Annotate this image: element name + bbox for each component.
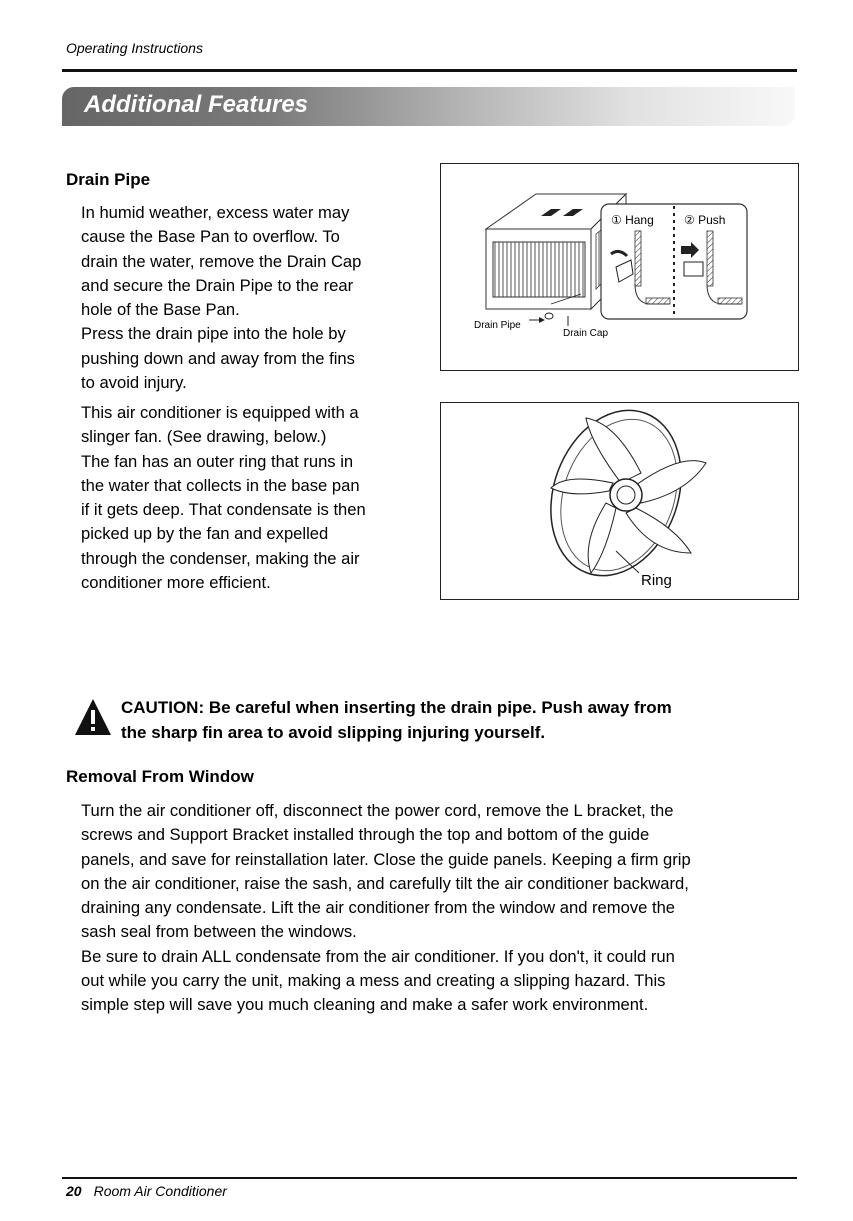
page-number: 20: [66, 1183, 82, 1199]
text-line: drain the water, remove the Drain Cap: [81, 251, 362, 271]
text-line: slinger fan. (See drawing, below.): [81, 427, 327, 447]
text-line: This air conditioner is equipped with a: [81, 403, 359, 422]
text-line: panels, and save for reinstallation later. Close the guide panels. Keeping a firm grip: [81, 849, 691, 869]
drain-pipe-paragraph-1: [81, 201, 361, 395]
footer-rule: [62, 1177, 797, 1179]
drain-pipe-figure: [440, 163, 799, 371]
text-line: cause the Base Pan to overflow. To: [81, 227, 340, 247]
text-line: through the condenser, making the air: [81, 548, 360, 568]
step-hang-label: ① Hang: [611, 213, 654, 227]
text-line: simple step will save you much cleaning and make a safer work environment.: [81, 995, 649, 1015]
caution-line: CAUTION: Be careful when inserting the drain pipe. Push away from: [121, 698, 672, 717]
text-line: sash seal from between the windows.: [81, 922, 357, 942]
text-line: on the air conditioner, raise the sash, and carefully tilt the air conditioner backward,: [81, 873, 689, 893]
text-line: Turn the air conditioner off, disconnect the power cord, remove the L bracket, the: [81, 801, 674, 820]
header-title: Operating Instructions: [66, 40, 203, 56]
step-push-label: ② Push: [684, 213, 726, 227]
caution-icon: [73, 697, 113, 737]
text-line: draining any condensate. Lift the air conditioner from the window and remove the: [81, 898, 676, 918]
drain-cap-label: Drain Cap: [563, 328, 609, 339]
text-line: and secure the Drain Pipe to the rear: [81, 275, 354, 295]
removal-paragraph: [81, 799, 691, 1018]
caution-line: the sharp fin area to avoid slipping injuring yourself.: [121, 722, 546, 742]
text-line: Be sure to drain ALL condensate from the air conditioner. If you don't, it could run: [81, 946, 675, 966]
removal-title: Removal From Window: [66, 767, 254, 786]
drain-pipe-label: Drain Pipe: [474, 320, 521, 331]
slinger-fan-figure: [440, 402, 799, 600]
drain-pipe-paragraph-2: [81, 401, 366, 595]
section-banner: [62, 87, 795, 126]
text-line: hole of the Base Pan.: [81, 300, 240, 320]
caution-message: [121, 696, 672, 745]
slinger-fan-illustration: [441, 403, 798, 599]
text-line: the water that collects in the base pan: [81, 475, 360, 495]
text-line: The fan has an outer ring that runs in: [81, 451, 354, 471]
header-rule: [62, 69, 797, 72]
text-line: if it gets deep. That condensate is then: [81, 500, 366, 520]
text-line: pushing down and away from the fins: [81, 348, 355, 368]
drain-pipe-illustration: [441, 164, 798, 370]
banner-title: Additional Features: [84, 91, 309, 118]
text-line: In humid weather, excess water may: [81, 203, 350, 222]
footer-title: Room Air Conditioner: [93, 1183, 227, 1199]
text-line: out while you carry the unit, making a mess and creating a slipping hazard. This: [81, 971, 666, 991]
text-line: conditioner more efficient.: [81, 573, 271, 593]
footer: [66, 1183, 227, 1199]
text-line: Press the drain pipe into the hole by: [81, 324, 346, 344]
text-line: picked up by the fan and expelled: [81, 524, 329, 544]
drain-pipe-title: Drain Pipe: [66, 170, 151, 189]
text-line: screws and Support Bracket installed through the top and bottom of the guide: [81, 825, 650, 845]
ring-label: Ring: [641, 572, 672, 589]
text-line: to avoid injury.: [81, 373, 187, 393]
